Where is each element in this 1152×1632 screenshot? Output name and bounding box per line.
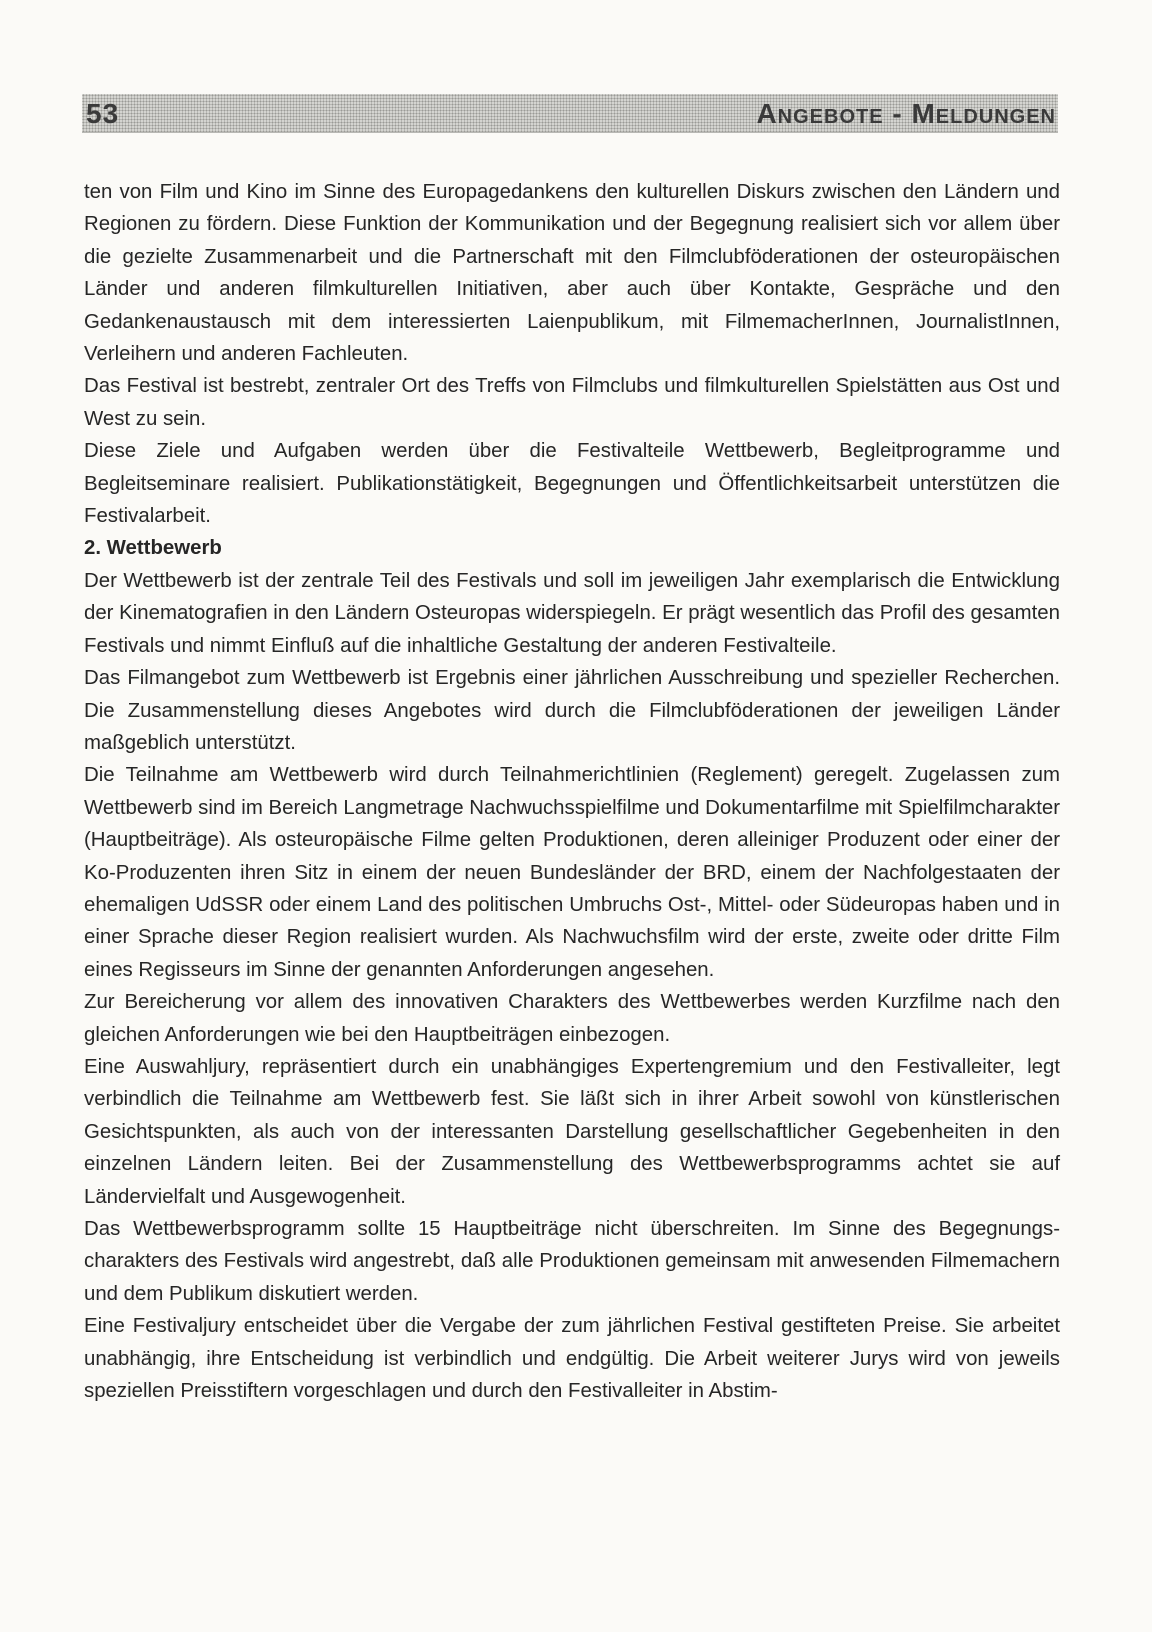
paragraph: Diese Ziele und Aufgaben werden über die Festivalteile Wettbewerb, Begleitprogramme und Begleitseminare realisiert. Publikationstätigkeit, Begegnungen und Öffentlichkeitsarbeit unterstützen die Festivalarbeit. — [84, 440, 1060, 528]
section-heading: 2. Wettbewerb — [84, 537, 222, 560]
section-title: Angebote - Meldungen — [756, 98, 1056, 129]
paragraph: Das Wettbewerbsprogramm sollte 15 Hauptbeiträge nicht überschreiten. Im Sinne des Begegnungs-charakters des Festivals wird angestrebt, daß alle Produktionen gemeinsam mit anwesenden Filmemachern und dem Publikum diskutiert werden. — [84, 1218, 1060, 1305]
paragraph: Eine Festivaljury entscheidet über die Vergabe der zum jährlichen Festival gestifteten Preise. Sie arbeitet unabhängig, ihre Entscheidung ist verbindlich und endgültig. Die Arbeit weiterer Jurys wird von jeweils speziellen Preisstiftern vorgeschlagen und durch den Festivalleiter in Abstim- — [84, 1315, 1060, 1403]
paragraph: Die Teilnahme am Wettbewerb wird durch Teilnahmerichtlinien (Reglement) geregelt. Zugelassen zum Wettbewerb sind im Bereich Langmetrage Nachwuchsspielfilme und Dokumentarfilme mit Spielfilmcharakter (Hauptbeiträge). Als osteuropäische Filme gelten Produktionen, deren alleiniger Produzent oder einer der Ko-Produzenten ihren Sitz in einem der neuen Bundesländer der BRD, einem der Nachfolgestaaten der ehemaligen UdSSR oder einem Land des politischen Umbruchs Ost-, Mittel- oder Südeuropas haben und in einer Sprache dieser Region realisiert wurden. Als Nachwuchsfilm wird der erste, zweite oder dritte Film eines Regisseurs im Sinne der genannten Anforderungen angesehen. — [84, 764, 1060, 981]
paragraph: Das Filmangebot zum Wettbewerb ist Ergebnis einer jährlichen Ausschreibung und spezieller Recherchen. Die Zusammenstellung dieses Angebotes wird durch die Filmclubföderationen der jeweiligen Länder maßgeblich unterstützt. — [84, 667, 1060, 754]
paragraph: Der Wettbewerb ist der zentrale Teil des Festivals und soll im jeweiligen Jahr exemplarisch die Entwicklung der Kinematografien in den Ländern Osteuropas widerspiegeln. Er prägt wesentlich das Profil des gesamten Festivals und nimmt Einfluß auf die inhaltliche Gestaltung der anderen Festivalteile. — [84, 569, 1060, 657]
paragraph: Das Festival ist bestrebt, zentraler Ort des Treffs von Filmclubs und filmkulturellen Spielstätten aus Ost und West zu sein. — [84, 375, 1060, 430]
paragraph: ten von Film und Kino im Sinne des Europagedankens den kulturellen Diskurs zwischen den Ländern und Regionen zu fördern. Diese Funktion der Kommunikation und der Begegnung realisiert sich vor allem über die gezielte Zusammenarbeit und die Partnerschaft mit den Filmclubföderationen der osteuropäischen Länder und anderen filmkulturellen Initiativen, aber auch über Kontakte, Gespräche und den Gedankenaustausch mit dem interessierten Laienpublikum, mit FilmemacherInnen, JournalistInnen, Verleihern und anderen Fachleuten. — [84, 181, 1060, 366]
paragraph: Eine Auswahljury, repräsentiert durch ein unabhängiges Expertengremium und den Festivalleiter, legt verbindlich die Teilnahme am Wettbewerb fest. Sie läßt sich in ihrer Arbeit sowohl von künstlerischen Gesichtspunkten, als auch von der interessanten Darstellung gesellschaftlicher Gegebenheiten in den einzelnen Ländern leiten. Bei der Zusammenstellung des Wettbewerbsprogramms achtet sie auf Ländervielfalt und Ausgewogenheit. — [84, 1055, 1060, 1208]
page-number: 53 — [86, 98, 120, 129]
paragraph: Zur Bereicherung vor allem des innovativen Charakters des Wettbewerbes werden Kurzfilme nach den gleichen Anforderungen wie bei den Hauptbeiträgen einbezogen. — [84, 991, 1060, 1046]
body-text — [84, 176, 1060, 1407]
